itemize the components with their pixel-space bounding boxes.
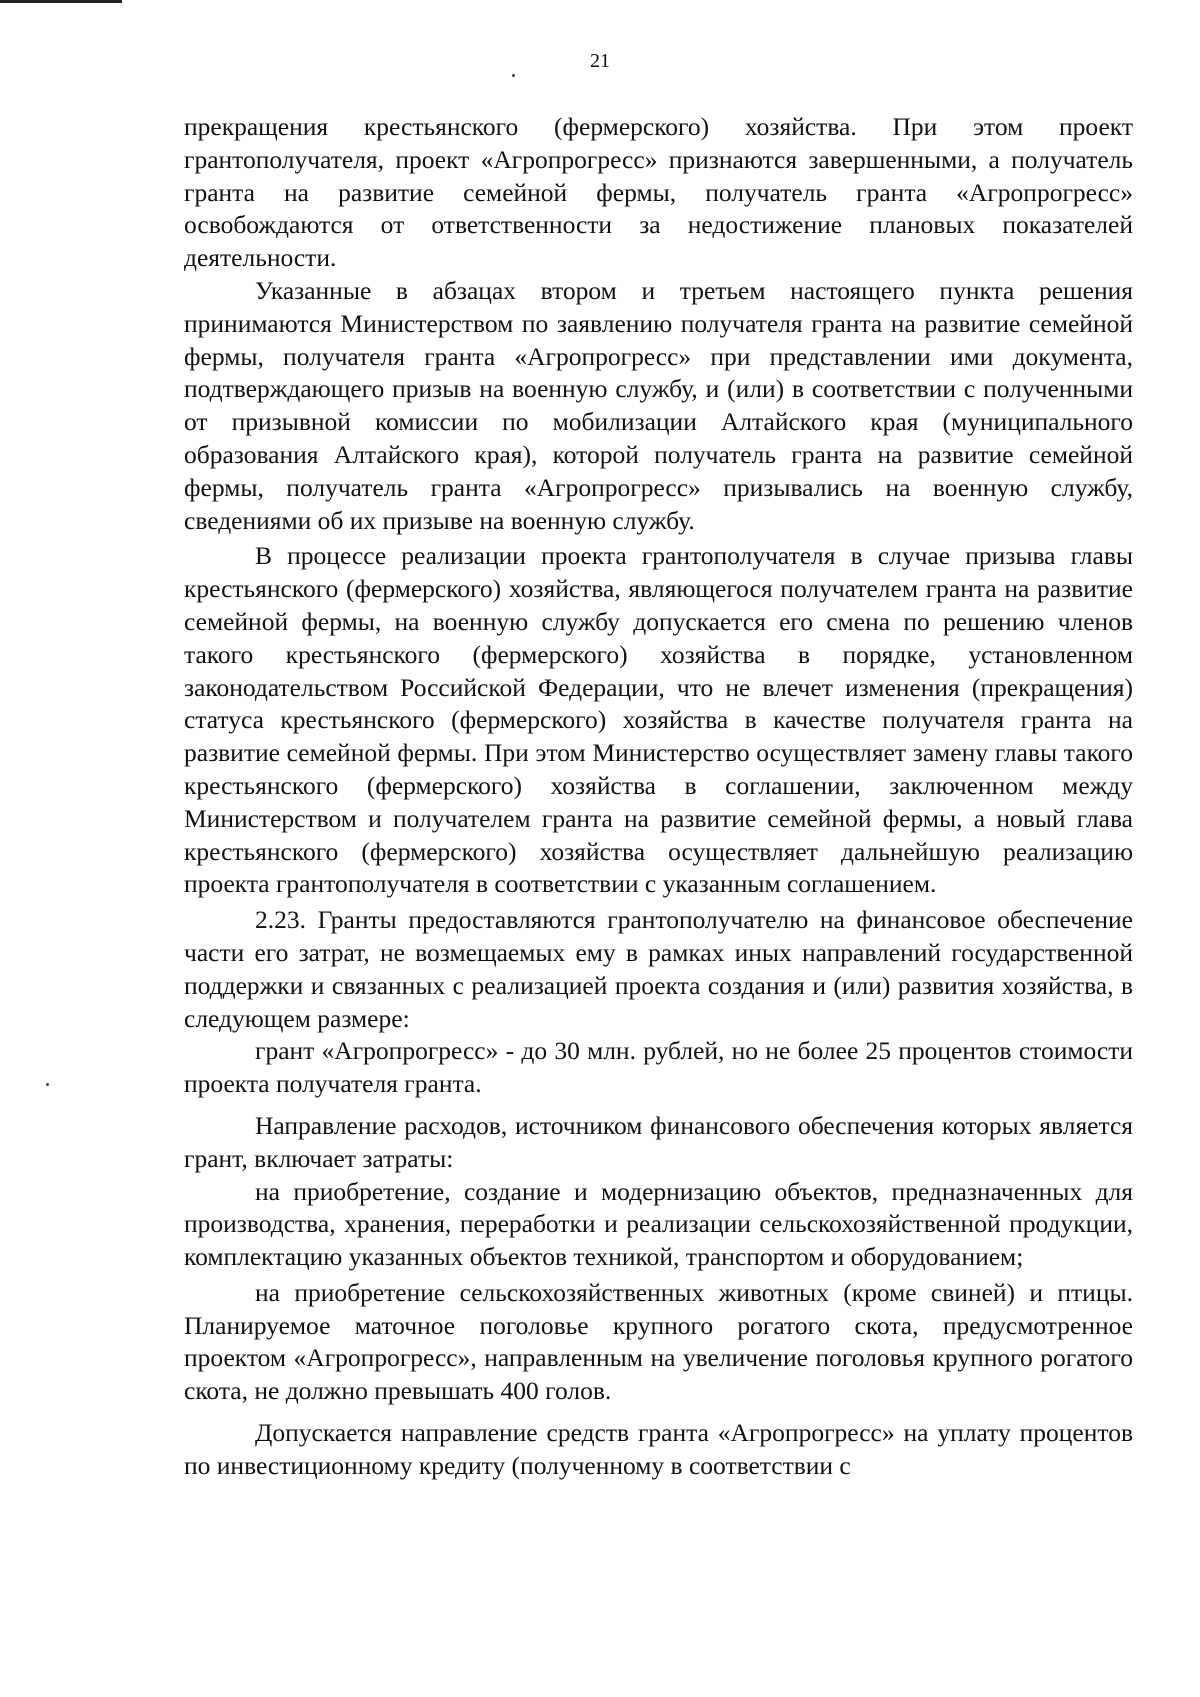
paragraph-continuation: прекращения крестьянского (фермерского) хозяйства. При этом проект грантополучателя, проект «Агропрогресс» признаются завершенными, а получатель гранта на развитие семейной фермы, получатель гранта «Агропрогресс» освобождаются от ответственности за недостижение плановых показателей деятельности. <box>184 112 1133 273</box>
top-rule <box>0 0 122 3</box>
paragraph-head-replacement: В процессе реализации проекта грантополучателя в случае призыва главы крестьянского (фермерского) хозяйства, являющегося получателем гранта на развитие семейной фермы, на военную службу допускается его смена по решению членов такого крестьянского (фермерского) хозяйства в порядке, установленном законодательством Российской Федерации, что не влечет изменения (прекращения) статуса крестьянского (фермерского) хозяйства в качестве получателя гранта на развитие семейной фермы. При этом Министерство осуществляет замену главы такого крестьянского (фермерского) хозяйства в соглашении, заключенном между Министерством и получателем гранта на развитие семейной фермы, а новый глава крестьянского (фермерского) хозяйства осуществляет дальнейшую реализацию проекта грантополучателя в соответствии с указанным соглашением. <box>184 541 1133 899</box>
paragraph-2-23: 2.23. Гранты предоставляются грантополучателю на финансовое обеспечение части его затрат, не возмещаемых ему в рамках иных направлений государственной поддержки и связанных с реализацией проекта создания и (или) развития хозяйства, в следующем размере: <box>184 905 1133 1033</box>
document-body <box>184 111 1133 1483</box>
page-number: 21 <box>590 50 610 72</box>
scan-speck <box>46 1083 49 1086</box>
paragraph-objects-expense: на приобретение, создание и модернизацию объектов, предназначенных для производства, хранения, переработки и реализации сельскохозяйственной продукции, комплектацию указанных объектов техникой, транспортом и оборудованием; <box>184 1176 1133 1272</box>
paragraph-interest-payment: Допускается направление средств гранта «Агропрогресс» на уплату процентов по инвестиционному кредиту (полученному в соответствии с <box>184 1418 1133 1480</box>
paragraph-expense-directions: Направление расходов, источником финансового обеспечения которых является грант, включает затраты: <box>184 1110 1133 1173</box>
paragraph-decisions: Указанные в абзацах втором и третьем настоящего пункта решения принимаются Министерством по заявлению получателя гранта на развитие семейной фермы, получателя гранта «Агропрогресс» при представлении ими документа, подтверждающего призыв на военную службу, и (или) в соответствии с полученными от призывной комиссии по мобилизации Алтайского края (муниципального образования Алтайского края), которой получатель гранта на развитие семейной фермы, получатель гранта «Агропрогресс» призывались на военную службу, сведениями об их призыве на военную службу. <box>184 275 1133 535</box>
paragraph-grant-amount: грант «Агропрогресс» - до 30 млн. рублей, но не более 25 процентов стоимости проекта получателя гранта. <box>184 1036 1133 1099</box>
paragraph-animals-expense: на приобретение сельскохозяйственных животных (кроме свиней) и птицы. Планируемое маточное поголовье крупного рогатого скота, предусмотренное проектом «Агропрогресс», направленным на увеличение поголовья крупного рогатого скота, не должно превышать 400 голов. <box>184 1277 1133 1406</box>
scan-speck <box>512 74 515 77</box>
